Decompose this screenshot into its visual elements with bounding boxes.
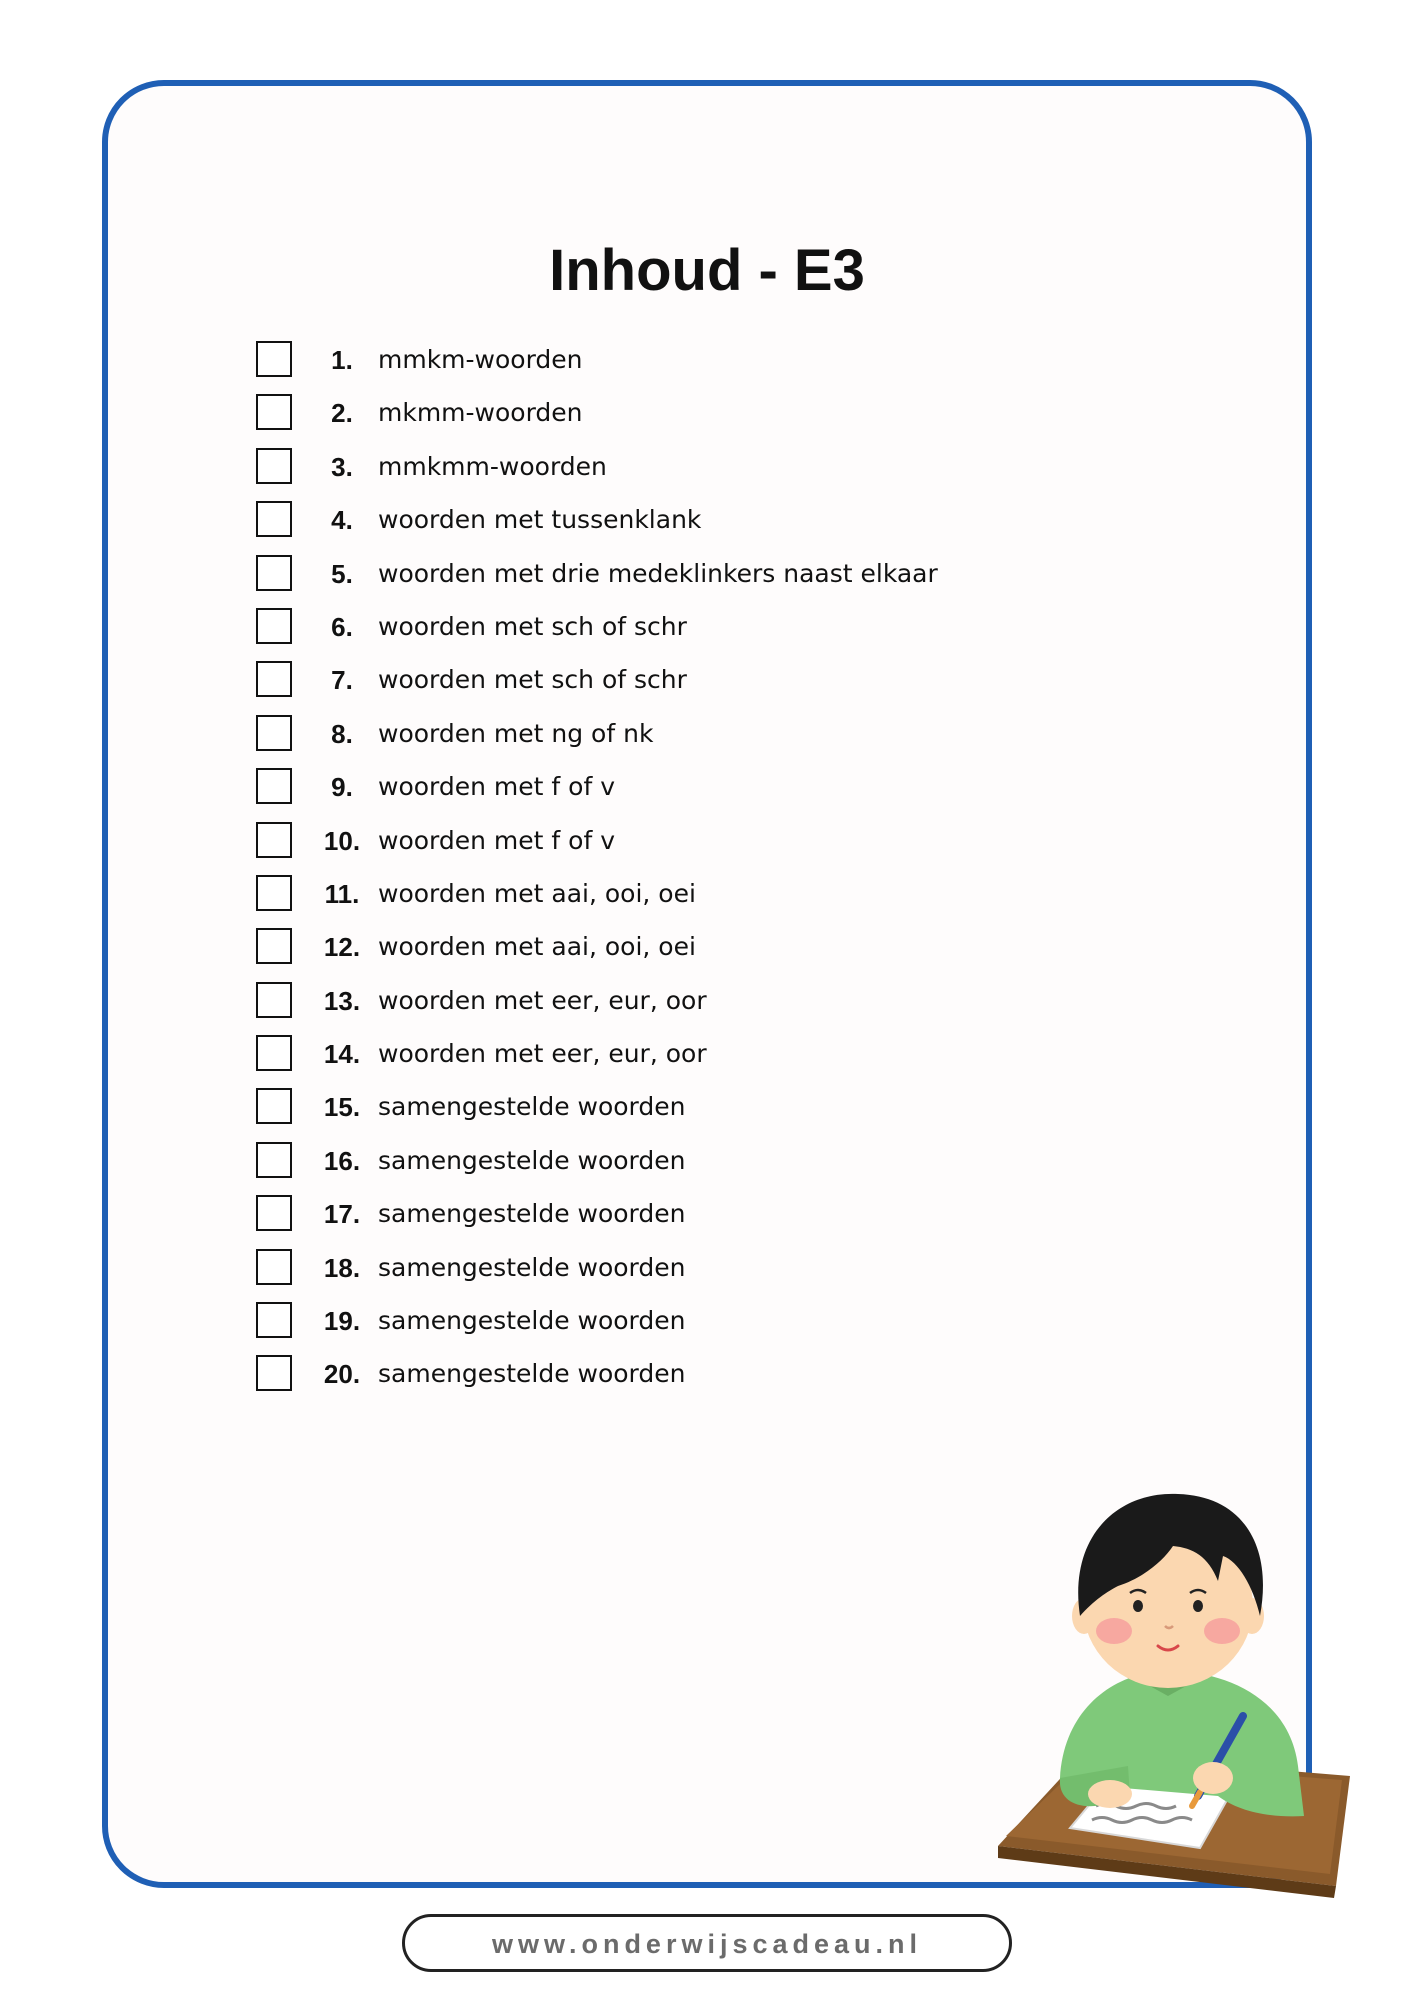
checkbox-icon[interactable] [256,1249,292,1285]
item-number: 14. [323,1039,361,1070]
checkbox-icon[interactable] [256,1302,292,1338]
item-label: mkmm-woorden [378,398,583,428]
checkbox-icon[interactable] [256,448,292,484]
checklist-item [256,555,1256,608]
checklist-item [256,1302,1256,1355]
checklist-item [256,1035,1256,1088]
checkbox-icon[interactable] [256,661,292,697]
checkbox-icon[interactable] [256,1195,292,1231]
checkbox-icon[interactable] [256,768,292,804]
item-number: 18. [323,1252,361,1283]
item-label: samengestelde woorden [378,1306,686,1336]
checklist [256,341,1256,1409]
checklist-item [256,822,1256,875]
checklist-item [256,982,1256,1035]
item-number: 12. [323,932,361,963]
checklist-item [256,608,1256,661]
checklist-item [256,715,1256,768]
content-frame [102,80,1312,1888]
child-writing-illustration [968,1466,1368,1916]
item-number: 10. [323,825,361,856]
item-label: woorden met sch of schr [378,611,687,641]
checklist-item [256,1195,1256,1248]
item-label: woorden met drie medeklinkers naast elkaar [378,558,938,588]
checklist-item [256,1355,1256,1408]
item-number: 4. [331,505,353,536]
item-label: samengestelde woorden [378,1145,686,1175]
checkbox-icon[interactable] [256,1035,292,1071]
item-label: woorden met eer, eur, oor [378,1039,707,1069]
item-number: 3. [331,451,353,482]
checkbox-icon[interactable] [256,608,292,644]
item-label: woorden met f of v [378,825,615,855]
item-label: woorden met f of v [378,772,615,802]
checkbox-icon[interactable] [256,394,292,430]
item-number: 8. [331,718,353,749]
checkbox-icon[interactable] [256,555,292,591]
item-label: woorden met aai, ooi, oei [378,878,696,908]
website-footer[interactable] [402,1914,1012,1972]
checkbox-icon[interactable] [256,928,292,964]
checkbox-icon[interactable] [256,341,292,377]
item-label: woorden met ng of nk [378,718,654,748]
item-number: 6. [331,611,353,642]
item-number: 19. [323,1306,361,1337]
item-label: samengestelde woorden [378,1359,686,1389]
item-number: 15. [323,1092,361,1123]
item-label: woorden met tussenklank [378,505,702,535]
website-url[interactable]: www.onderwijscadeau.nl [491,1929,923,1959]
checkbox-icon[interactable] [256,875,292,911]
item-number: 7. [331,665,353,696]
checklist-item [256,768,1256,821]
item-label: mmkm-woorden [378,345,583,374]
checklist-item [256,1249,1256,1302]
checkbox-icon[interactable] [256,1142,292,1178]
page-title: Inhoud - E3 [549,238,865,303]
checklist-item [256,875,1256,928]
item-number: 5. [331,558,353,589]
checklist-item [256,394,1256,447]
checkbox-icon[interactable] [256,1088,292,1124]
item-number: 11. [324,878,360,909]
item-number: 2. [331,398,353,429]
item-label: mmkmm-woorden [378,451,607,481]
checklist-item [256,1142,1256,1195]
item-label: woorden met eer, eur, oor [378,985,707,1015]
checklist-item [256,448,1256,501]
checkbox-icon[interactable] [256,982,292,1018]
item-number: 16. [323,1145,361,1176]
checklist-item [256,1088,1256,1141]
checkbox-icon[interactable] [256,715,292,751]
item-label: woorden met sch of schr [378,665,687,695]
item-number: 17. [323,1199,361,1230]
item-label: samengestelde woorden [378,1199,686,1229]
checkbox-icon[interactable] [256,822,292,858]
checklist-item [256,928,1256,981]
item-label: samengestelde woorden [378,1092,686,1122]
item-number: 9. [331,772,353,803]
item-label: woorden met aai, ooi, oei [378,932,696,962]
checklist-item [256,501,1256,554]
checklist-item [256,661,1256,714]
item-number: 13. [323,985,361,1016]
checkbox-icon[interactable] [256,1355,292,1391]
checkbox-icon[interactable] [256,501,292,537]
item-number: 20. [323,1359,361,1390]
item-label: samengestelde woorden [378,1252,686,1282]
item-number: 1. [331,345,353,375]
checklist-item [256,341,1256,394]
